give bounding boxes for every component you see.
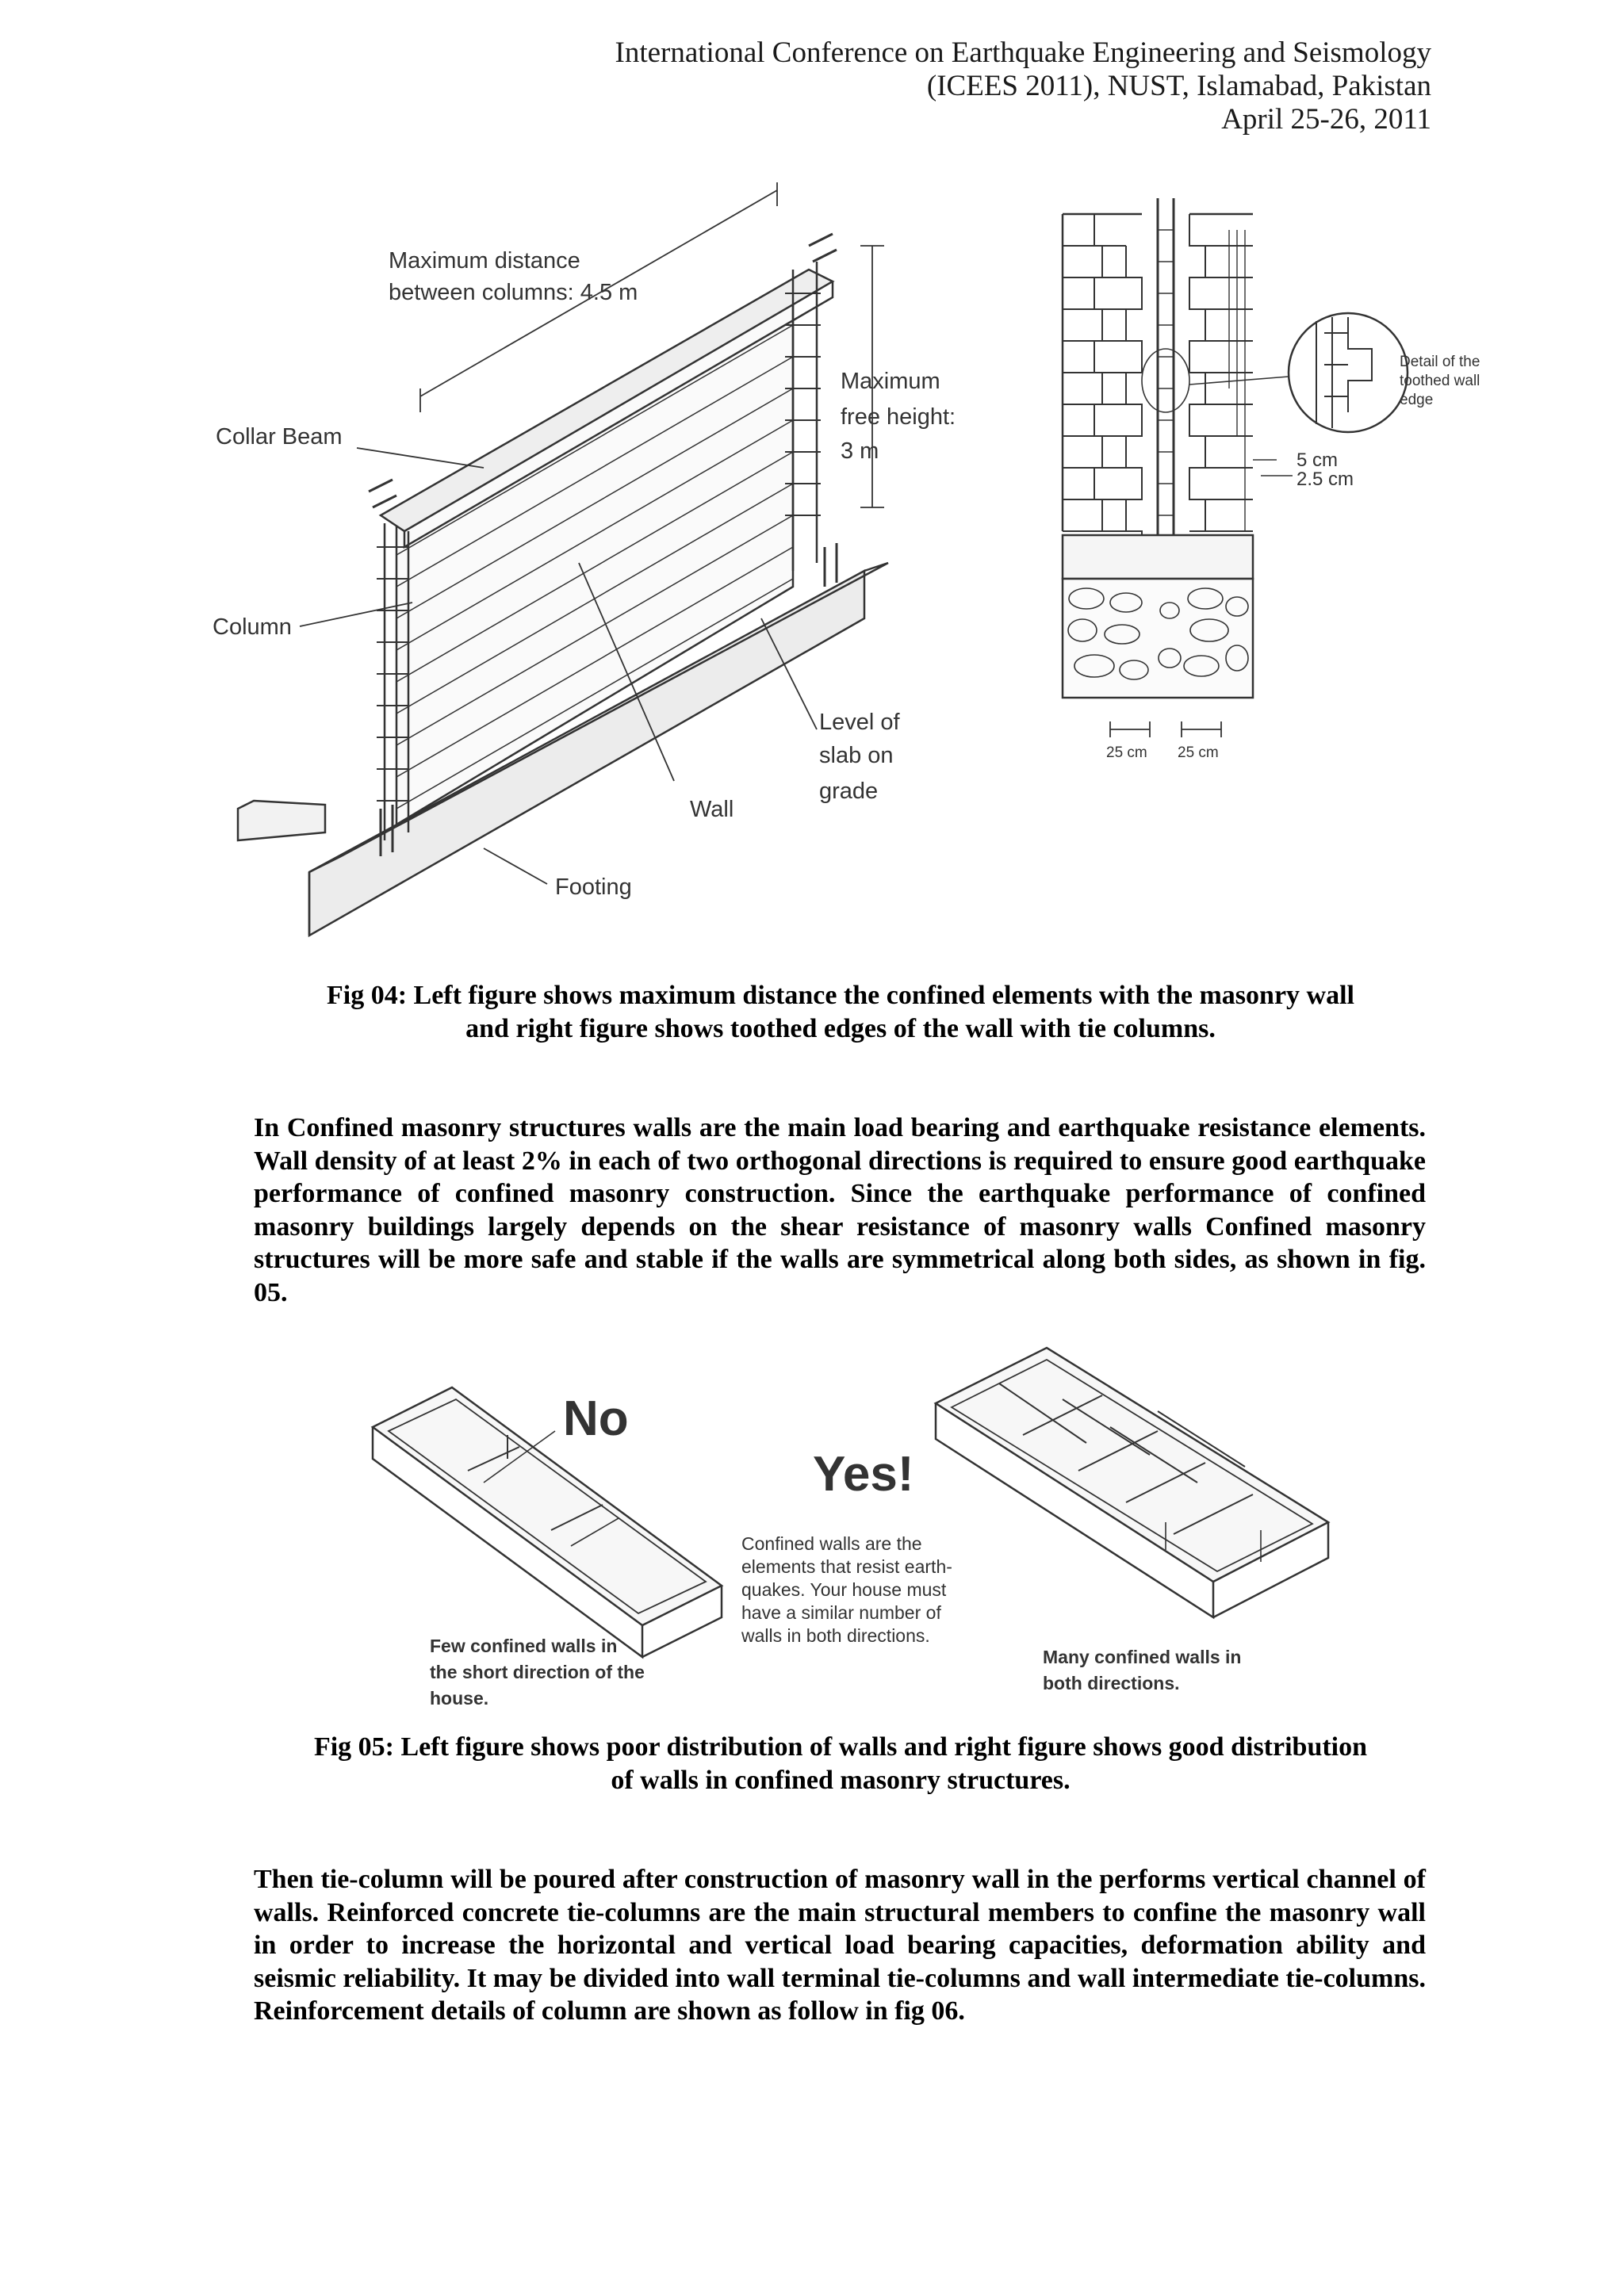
label-level-2: slab on [819,743,894,768]
label-detail-3: edge [1400,392,1434,408]
paragraph-wall-density: In Confined masonry structures walls are the main load bearing and earthquake resistance elements. Wall density of at least 2% in each of two orthogonal directions is required to ensure good earthquake performance of confined masonry construction. Since the earthquake performance of confined masonry buildings largely depends on the shear resistance of masonry walls Confined masonry structures will be more safe and stable if the walls are symmetrical along both sides, as shown in fig. 05. [254,1113,1426,1307]
label-detail-2: toothed wall [1400,373,1480,389]
label-max-height-1: Maximum [841,369,940,394]
header-line-3: April 25-26, 2011 [1221,103,1431,136]
right-note-line-2: both directions. [1043,1673,1180,1693]
conference-header [615,36,1432,136]
label-25cm-b: 25 cm [1178,744,1219,761]
label-detail-1: Detail of the [1400,354,1480,370]
mid-note-line-5: walls in both directions. [741,1625,930,1646]
fig05-caption-line-2: of walls in confined masonry structures. [611,1766,1071,1795]
label-collar-beam: Collar Beam [216,424,343,450]
label-2-5cm: 2.5 cm [1297,469,1354,490]
fig04-left-wall-diagram [206,174,967,951]
label-max-distance-1: Maximum distance [389,248,580,274]
fig05-caption-line-1: Fig 05: Left figure shows poor distribution of walls and right figure shows good distribution [313,1732,1368,1762]
left-note-line-1: Few confined walls in [430,1636,618,1656]
label-max-distance-2: between columns: 4.5 m [389,280,638,305]
mid-note-line-1: Confined walls are the [741,1533,922,1554]
label-5cm: 5 cm [1297,450,1339,471]
fig04-caption-line-2: and right figure shows toothed edges of the wall with tie columns. [465,1014,1216,1043]
fig05-wall-distribution-diagram [365,1340,1348,1728]
label-no: No [563,1391,629,1446]
right-note-line-1: Many confined walls in [1043,1647,1242,1667]
label-wall: Wall [690,797,734,822]
left-note-line-3: house. [430,1688,489,1709]
mid-note-line-2: elements that resist earth- [741,1556,952,1577]
left-note-line-2: the short direction of the [430,1662,645,1682]
label-yes: Yes! [813,1447,914,1502]
label-max-height-2: free height: [841,404,956,430]
header-line-1: International Conference on Earthquake Engineering and Seismology [615,36,1431,69]
label-column: Column [213,614,292,640]
label-level-1: Level of [819,710,900,735]
fig04-caption-line-1: Fig 04: Left figure shows maximum distance the confined elements with the masonry wall [326,981,1354,1010]
fig05-caption [254,1731,1427,1797]
label-level-3: grade [819,779,879,804]
label-25cm-a: 25 cm [1106,744,1147,761]
mid-note-line-3: quakes. Your house must [741,1579,947,1600]
label-max-height-3: 3 m [841,438,879,464]
paragraph-tie-columns: Then tie-column will be poured after construction of masonry wall in the performs vertical channel of walls. Reinforced concrete tie-columns are the main structural members to confine the masonry wall in order to increase the horizontal and vertical load bearing capacities, deformation ability and seismic reliability. It may be divided into wall terminal tie-columns and wall intermediate tie-columns. Reinforcement details of column are shown as follow in fig 06. [254,1865,1426,2026]
label-footing: Footing [555,874,632,900]
fig04-caption [254,979,1427,1046]
header-line-2: (ICEES 2011), NUST, Islamabad, Pakistan [926,70,1431,102]
fig04-right-toothed-edge-diagram [1047,182,1522,777]
mid-note-line-4: have a similar number of [741,1602,941,1623]
